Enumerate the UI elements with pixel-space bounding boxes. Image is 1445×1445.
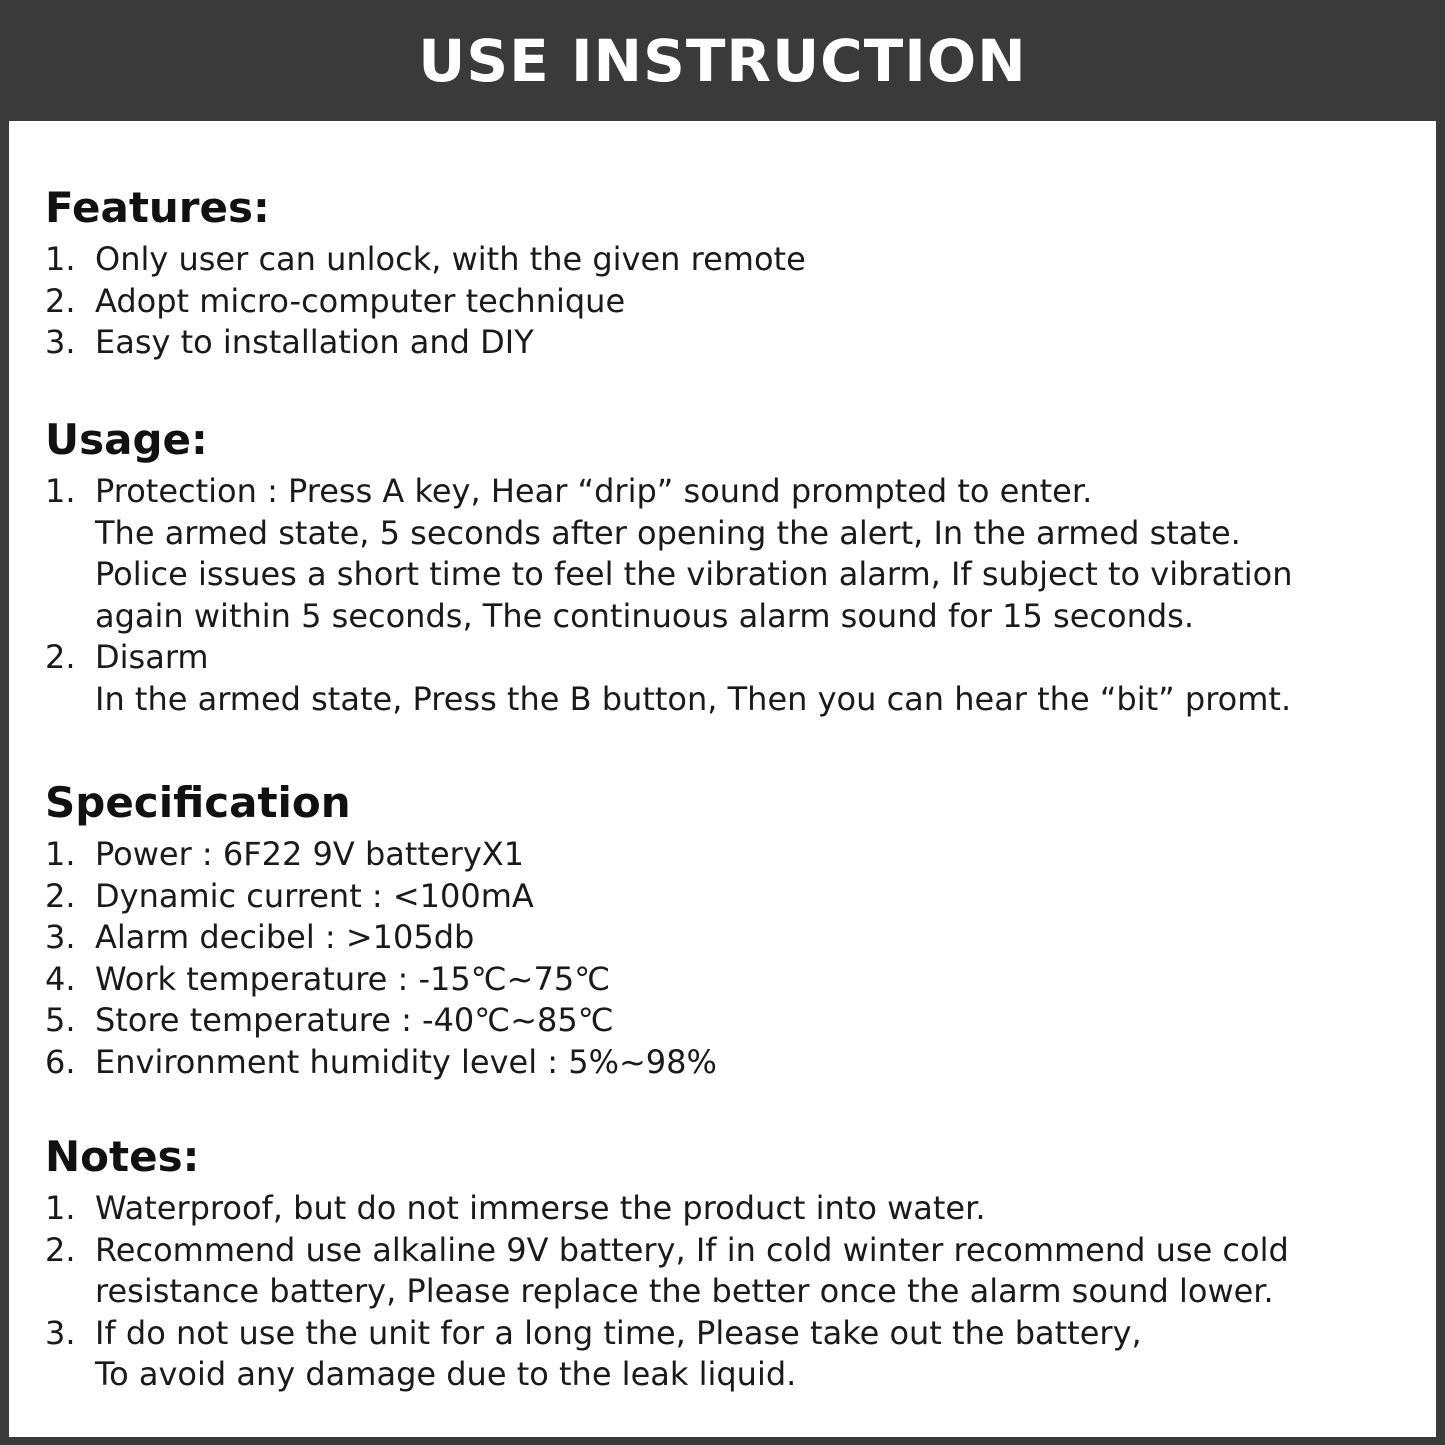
item-number: 6. xyxy=(45,1042,76,1081)
item-number: 5. xyxy=(45,1001,76,1040)
item-text: Only user can unlock, with the given remote xyxy=(95,240,806,278)
item-number: 3. xyxy=(45,1313,76,1352)
page-title: USE INSTRUCTION xyxy=(418,26,1027,95)
item-text: Waterproof, but do not immerse the product into water. xyxy=(95,1189,986,1227)
list-item xyxy=(45,959,717,1001)
item-number: 2. xyxy=(45,876,76,915)
item-continuation: again within 5 seconds, The continuous alarm sound for 15 seconds. xyxy=(95,596,1194,635)
item-text: Store temperature : -40℃~85℃ xyxy=(95,1001,614,1040)
item-text: Alarm decibel : >105db xyxy=(95,918,475,957)
item-continuation: The armed state, 5 seconds after opening the alert, In the armed state. xyxy=(95,513,1241,552)
list-item xyxy=(45,1230,1289,1313)
item-text: Environment humidity level : 5%~98% xyxy=(95,1042,717,1081)
specification-heading: Specification xyxy=(45,778,351,827)
list-item xyxy=(45,876,717,918)
notes-heading: Notes: xyxy=(45,1132,200,1181)
list-item xyxy=(45,281,806,323)
list-item xyxy=(45,471,1292,637)
list-item xyxy=(45,637,1292,720)
item-text: Recommend use alkaline 9V battery, If in cold winter recommend use cold xyxy=(95,1230,1289,1269)
item-number: 1. xyxy=(45,1189,76,1227)
notes-section xyxy=(45,1132,1289,1396)
item-number: 2. xyxy=(45,638,76,677)
list-item xyxy=(45,1188,1289,1230)
item-text: Easy to installation and DIY xyxy=(95,323,534,362)
item-continuation: To avoid any damage due to the leak liquid. xyxy=(95,1355,797,1394)
specification-section xyxy=(45,778,717,1084)
usage-heading: Usage: xyxy=(45,415,208,464)
item-number: 3. xyxy=(45,323,76,362)
item-number: 1. xyxy=(45,472,76,510)
list-item xyxy=(45,1313,1289,1396)
item-text: Disarm xyxy=(95,638,209,677)
item-continuation: resistance battery, Please replace the better once the alarm sound lower. xyxy=(95,1272,1274,1311)
list-item xyxy=(45,1042,717,1084)
item-text: Protection : Press A key, Hear “drip” sound prompted to enter. xyxy=(95,472,1093,510)
item-text: Power : 6F22 9V batteryX1 xyxy=(95,835,525,873)
item-continuation: Police issues a short time to feel the vibration alarm, If subject to vibration xyxy=(95,555,1293,594)
item-number: 1. xyxy=(45,835,76,873)
item-continuation: In the armed state, Press the B button, Then you can hear the “bit” promt. xyxy=(95,679,1292,718)
list-item xyxy=(45,1000,717,1042)
list-item xyxy=(45,322,806,364)
item-number: 3. xyxy=(45,918,76,957)
item-number: 4. xyxy=(45,959,76,998)
item-number: 2. xyxy=(45,281,76,320)
item-text: Adopt micro-computer technique xyxy=(95,281,626,320)
header-banner xyxy=(0,0,1445,121)
usage-section xyxy=(45,415,1292,721)
instruction-panel xyxy=(9,121,1436,1437)
item-text: Work temperature : -15℃~75℃ xyxy=(95,959,611,998)
list-item xyxy=(45,834,717,876)
list-item xyxy=(45,239,806,281)
item-text: Dynamic current : <100mA xyxy=(95,876,534,915)
item-number: 2. xyxy=(45,1230,76,1269)
list-item xyxy=(45,917,717,959)
item-text: If do not use the unit for a long time, Please take out the battery, xyxy=(95,1313,1142,1352)
features-section xyxy=(45,183,806,364)
features-heading: Features: xyxy=(45,183,270,232)
item-number: 1. xyxy=(45,240,76,278)
